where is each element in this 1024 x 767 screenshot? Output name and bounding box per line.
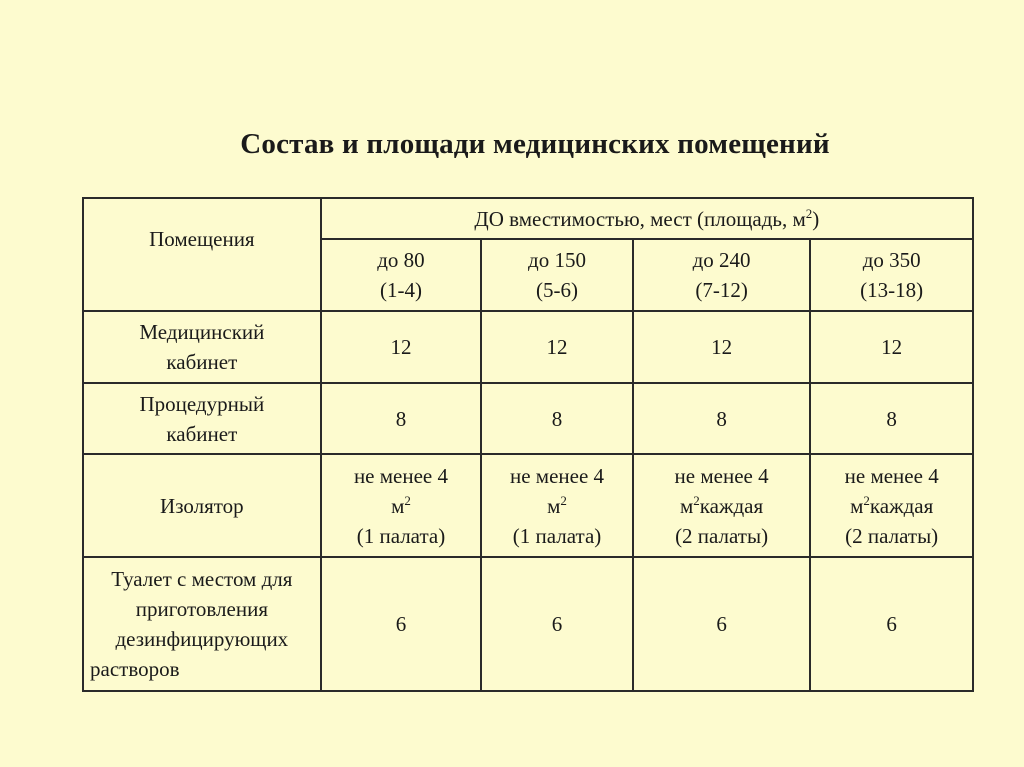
value-cell: 8	[481, 383, 633, 454]
room-name: Туалет с местом для приготовления дезинфицирующих растворов	[83, 557, 321, 691]
value-cell: 12	[481, 311, 633, 383]
table-row	[83, 454, 973, 557]
rooms-header-cell	[83, 198, 321, 311]
table-row	[83, 557, 973, 691]
col-cap: до 150	[528, 248, 586, 272]
table-row	[83, 383, 973, 454]
rooms-area-table	[82, 197, 974, 692]
value-cell: 12	[810, 311, 973, 383]
value-cell: 6	[481, 557, 633, 691]
col-cap: до 80	[377, 248, 425, 272]
value-cell: 6	[810, 557, 973, 691]
col-cap: до 240	[692, 248, 751, 272]
value-cell: 8	[810, 383, 973, 454]
capacity-group-label: ДО вместимостью, мест (площадь, м	[474, 206, 806, 231]
room-name: Изолятор	[83, 454, 321, 557]
capacity-group-header	[321, 198, 973, 239]
col-groups: (13-18)	[860, 278, 924, 302]
col-cap: до 350	[862, 248, 921, 272]
isolator-cell: не менее 4 $м^2$ (1 палата)	[321, 454, 482, 557]
value-cell: 6	[633, 557, 811, 691]
capacity-group-tail: )	[812, 206, 820, 231]
col-groups: (7-12)	[695, 278, 748, 302]
value-cell: 8	[633, 383, 811, 454]
col-header-80	[321, 239, 482, 311]
capacity-group-sup: 2	[805, 205, 813, 221]
table-row	[83, 311, 973, 383]
value-cell: 12	[633, 311, 811, 383]
isolator-cell: не менее 4 $м^2каждая$ (2 палаты)	[810, 454, 973, 557]
room-name: Процедурный кабинет	[83, 383, 321, 454]
col-groups: (5-6)	[536, 278, 579, 302]
isolator-cell: не менее 4 $м^2каждая$ (2 палаты)	[633, 454, 811, 557]
value-cell: 12	[321, 311, 482, 383]
isolator-cell: не менее 4 $м^2$ (1 палата)	[481, 454, 633, 557]
col-groups: (1-4)	[379, 278, 422, 302]
value-cell: 8	[321, 383, 482, 454]
value-cell: 6	[321, 557, 482, 691]
rooms-header: Помещения	[149, 226, 255, 251]
room-name: Медицинский кабинет	[83, 311, 321, 383]
col-header-240	[633, 239, 811, 311]
header-row-1	[83, 198, 973, 239]
page-title: Состав и площади медицинских помещений	[240, 128, 830, 160]
col-header-350	[810, 239, 973, 311]
col-header-150	[481, 239, 633, 311]
